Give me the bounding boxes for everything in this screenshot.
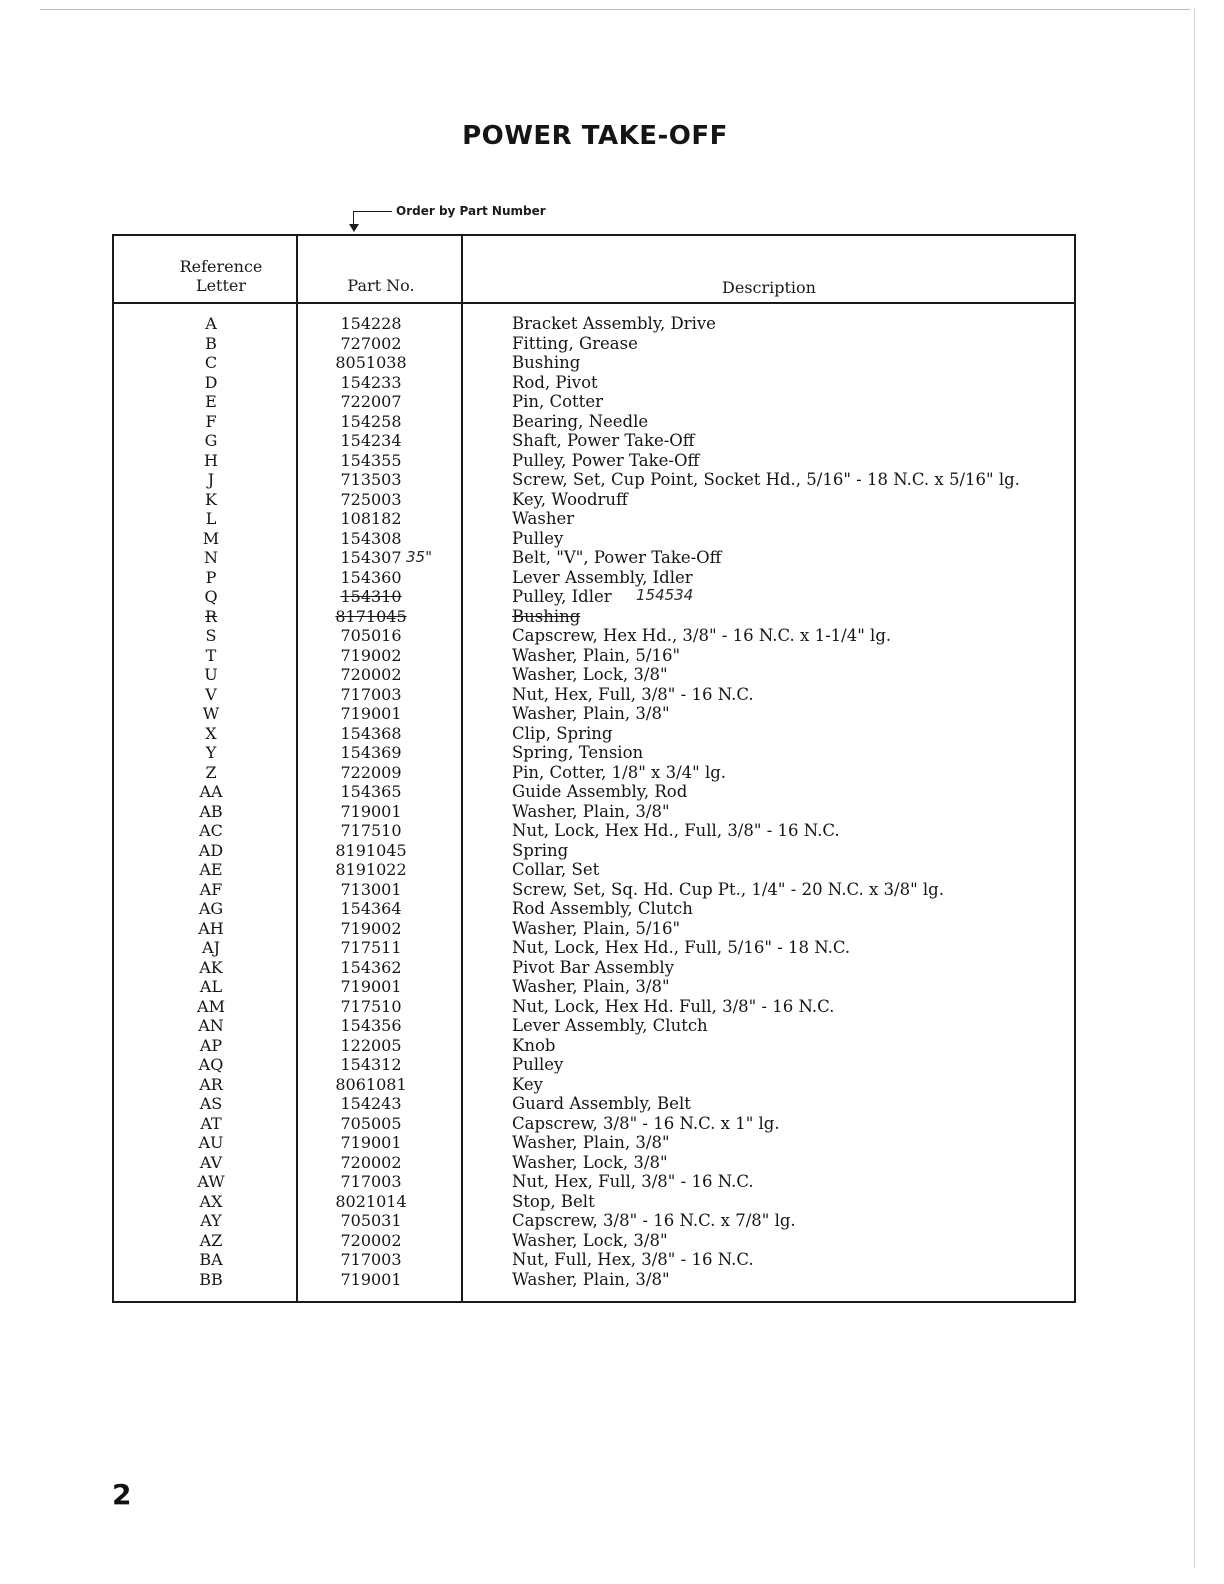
description-cell: Lever Assembly, Clutch — [512, 1016, 708, 1035]
description-cell: Rod Assembly, Clutch — [512, 899, 693, 918]
description-cell: Belt, "V", Power Take-Off — [512, 548, 722, 567]
reference-letter-cell: AA — [199, 782, 223, 801]
part-number-cell: 108182 — [340, 509, 402, 528]
description-cell: Pin, Cotter, 1/8" x 3/4" lg. — [512, 762, 727, 782]
part-number-cell: 154362 — [340, 957, 402, 977]
reference-letter-cell: R — [204, 606, 218, 626]
table-row — [0, 451, 1224, 471]
table-row — [0, 548, 1224, 568]
table-row — [0, 1250, 1224, 1270]
part-number-cell: 154307 — [340, 548, 402, 567]
part-number-cell: 722007 — [340, 392, 402, 411]
part-number-cell: 154356 — [340, 1016, 402, 1035]
description-cell: Key — [512, 1074, 543, 1094]
description-cell: Guard Assembly, Belt — [512, 1094, 691, 1113]
handwritten-belt-length: 35" — [406, 548, 432, 566]
reference-letter-cell: AN — [198, 1016, 224, 1035]
part-number-cell: 719001 — [340, 801, 402, 821]
part-number-cell: 154310 — [340, 587, 402, 606]
table-row — [0, 1153, 1224, 1173]
table-row — [0, 1133, 1224, 1153]
table-row — [0, 412, 1224, 432]
description-cell: Nut, Hex, Full, 3/8" - 16 N.C. — [512, 1172, 754, 1191]
description-cell: Spring, Tension — [512, 743, 644, 762]
description-cell: Screw, Set, Sq. Hd. Cup Pt., 1/4" - 20 N.C. x 3/8" lg. — [512, 879, 944, 899]
reference-letter-cell: K — [205, 489, 217, 509]
description-cell: Clip, Spring — [512, 723, 613, 743]
description-cell: Nut, Hex, Full, 3/8" - 16 N.C. — [512, 684, 754, 704]
part-number-cell: 154258 — [340, 411, 402, 431]
table-row — [0, 529, 1224, 549]
part-number-cell: 122005 — [340, 1035, 402, 1055]
reference-letter-cell: AU — [198, 1133, 224, 1152]
description-cell: Pin, Cotter — [512, 392, 603, 411]
reference-letter-cell: AG — [198, 899, 224, 918]
reference-letter-cell: AE — [199, 860, 223, 879]
description-cell: Collar, Set — [512, 860, 600, 879]
table-row — [0, 763, 1224, 783]
part-number-cell: 8171045 — [335, 606, 407, 626]
table-row — [0, 1114, 1224, 1134]
down-arrow-icon — [349, 224, 359, 232]
page-number: 2 — [112, 1478, 132, 1511]
part-number-cell: 705016 — [340, 626, 402, 645]
handwritten-idler-part: 154534 — [636, 586, 694, 604]
reference-letter-cell: AQ — [198, 1055, 224, 1074]
header-part-no: Part No. — [347, 276, 415, 295]
part-number-cell: 719001 — [340, 1133, 402, 1152]
table-row — [0, 802, 1224, 822]
table-row — [0, 1055, 1224, 1075]
header-rule — [112, 302, 1076, 304]
table-row — [0, 1016, 1224, 1036]
table-row — [0, 841, 1224, 861]
table-row — [0, 373, 1224, 393]
description-cell: Key, Woodruff — [512, 489, 628, 509]
description-cell: Lever Assembly, Idler — [512, 567, 693, 587]
table-row — [0, 977, 1224, 997]
table-row — [0, 919, 1224, 939]
table-row — [0, 568, 1224, 588]
table-row — [0, 704, 1224, 724]
table-row — [0, 607, 1224, 627]
part-number-cell: 154368 — [340, 723, 402, 743]
reference-letter-cell: AX — [199, 1191, 223, 1211]
reference-letter-cell: Q — [204, 587, 218, 606]
part-number-cell: 713001 — [340, 879, 402, 899]
description-cell: Washer, Plain, 5/16" — [512, 645, 681, 665]
part-number-cell: 8061081 — [335, 1074, 407, 1094]
table-row — [0, 1094, 1224, 1114]
description-cell: Washer, Plain, 3/8" — [512, 977, 670, 996]
reference-letter-cell: C — [204, 353, 218, 372]
description-cell: Bushing — [512, 353, 581, 372]
part-number-cell: 720002 — [340, 1230, 402, 1250]
reference-letter-cell: AS — [199, 1094, 223, 1113]
description-cell: Shaft, Power Take-Off — [512, 431, 695, 450]
reference-letter-cell: Z — [205, 762, 217, 782]
part-number-cell: 719001 — [340, 1269, 402, 1289]
description-cell: Washer, Plain, 3/8" — [512, 1269, 670, 1289]
part-number-cell: 154365 — [340, 782, 402, 801]
reference-letter-cell: B — [205, 333, 217, 353]
table-row — [0, 1192, 1224, 1212]
reference-letter-cell: BB — [199, 1269, 223, 1289]
part-number-cell: 719002 — [340, 645, 402, 665]
header-reference-letter: Reference Letter — [179, 257, 263, 295]
part-number-cell: 8191022 — [335, 860, 407, 879]
part-number-cell: 154360 — [340, 567, 402, 587]
table-row — [0, 685, 1224, 705]
reference-letter-cell: E — [205, 392, 217, 411]
table-row — [0, 958, 1224, 978]
part-number-cell: 720002 — [340, 1152, 402, 1172]
description-cell: Fitting, Grease — [512, 333, 638, 353]
description-cell: Pivot Bar Assembly — [512, 957, 675, 977]
part-number-cell: 720002 — [340, 665, 402, 684]
description-cell: Screw, Set, Cup Point, Socket Hd., 5/16" - 18 N.C. x 5/16" lg. — [512, 470, 1020, 489]
reference-letter-cell: AL — [199, 977, 223, 996]
part-number-cell: 8021014 — [335, 1191, 407, 1211]
part-number-cell: 8191045 — [335, 840, 407, 860]
table-row — [0, 431, 1224, 451]
reference-letter-cell: W — [202, 704, 220, 723]
reference-letter-cell: H — [204, 450, 218, 470]
part-number-cell: 717003 — [340, 1250, 402, 1269]
page-title: POWER TAKE-OFF — [462, 121, 728, 151]
table-row — [0, 724, 1224, 744]
table-row — [0, 997, 1224, 1017]
description-cell: Washer, Plain, 3/8" — [512, 704, 670, 723]
description-cell: Bracket Assembly, Drive — [512, 314, 716, 333]
table-row — [0, 665, 1224, 685]
table-row — [0, 782, 1224, 802]
description-cell: Pulley — [512, 1055, 564, 1074]
table-row — [0, 860, 1224, 880]
reference-letter-cell: AV — [199, 1152, 223, 1172]
order-note: Order by Part Number — [396, 204, 546, 218]
table-row — [0, 392, 1224, 412]
description-cell: Nut, Lock, Hex Hd., Full, 3/8" - 16 N.C. — [512, 821, 840, 840]
description-cell: Guide Assembly, Rod — [512, 782, 688, 801]
reference-letter-cell: V — [205, 684, 217, 704]
description-cell: Knob — [512, 1035, 556, 1055]
description-cell: Capscrew, 3/8" - 16 N.C. x 7/8" lg. — [512, 1211, 796, 1230]
description-cell: Washer, Lock, 3/8" — [512, 1152, 668, 1172]
table-row — [0, 490, 1224, 510]
description-cell: Rod, Pivot — [512, 372, 598, 392]
part-number-cell: 719001 — [340, 977, 402, 996]
reference-letter-cell: G — [204, 431, 218, 450]
part-number-cell: 154364 — [340, 899, 402, 918]
description-cell: Nut, Lock, Hex Hd. Full, 3/8" - 16 N.C. — [512, 996, 835, 1016]
order-note-arrow-line — [354, 211, 392, 212]
part-number-cell: 719001 — [340, 704, 402, 723]
part-number-cell: 717510 — [340, 821, 402, 840]
table-row — [0, 1036, 1224, 1056]
reference-letter-cell: F — [205, 411, 217, 431]
part-number-cell: 722009 — [340, 762, 402, 782]
reference-letter-cell: M — [202, 528, 220, 548]
reference-letter-cell: A — [205, 314, 217, 333]
reference-letter-cell: T — [205, 645, 217, 665]
reference-letter-cell: U — [204, 665, 218, 684]
table-row — [0, 314, 1224, 334]
table-row — [0, 899, 1224, 919]
page-edge-top — [40, 9, 1190, 10]
table-row — [0, 1270, 1224, 1290]
reference-letter-cell: AH — [198, 918, 224, 938]
description-cell: Pulley, Idler — [512, 587, 612, 606]
part-number-cell: 717003 — [340, 1172, 402, 1191]
part-number-cell: 154355 — [340, 450, 402, 470]
table-row — [0, 821, 1224, 841]
part-number-cell: 719002 — [340, 918, 402, 938]
part-number-cell: 154369 — [340, 743, 402, 762]
table-row — [0, 470, 1224, 490]
part-number-cell: 154228 — [340, 314, 402, 333]
part-number-cell: 8051038 — [335, 353, 407, 372]
reference-letter-cell: P — [205, 567, 217, 587]
part-number-cell: 154234 — [340, 431, 402, 450]
part-number-cell: 705005 — [340, 1113, 402, 1133]
reference-letter-cell: AB — [199, 801, 223, 821]
part-number-cell: 717003 — [340, 684, 402, 704]
table-row — [0, 880, 1224, 900]
description-cell: Nut, Full, Hex, 3/8" - 16 N.C. — [512, 1250, 754, 1269]
part-number-cell: 727002 — [340, 333, 402, 353]
reference-letter-cell: AD — [198, 840, 224, 860]
part-number-cell: 154312 — [340, 1055, 402, 1074]
table-row — [0, 938, 1224, 958]
table-row — [0, 1211, 1224, 1231]
table-row — [0, 1075, 1224, 1095]
description-cell: Washer — [512, 509, 575, 528]
table-row — [0, 334, 1224, 354]
description-cell: Capscrew, 3/8" - 16 N.C. x 1" lg. — [512, 1113, 780, 1133]
description-cell: Washer, Plain, 3/8" — [512, 1133, 670, 1152]
table-row — [0, 587, 1224, 607]
part-number-cell: 725003 — [340, 489, 402, 509]
reference-letter-cell: AR — [199, 1074, 223, 1094]
part-number-cell: 705031 — [340, 1211, 402, 1230]
table-row — [0, 1172, 1224, 1192]
reference-letter-cell: D — [204, 372, 218, 392]
description-cell: Capscrew, Hex Hd., 3/8" - 16 N.C. x 1-1/4" lg. — [512, 626, 892, 645]
description-cell: Washer, Lock, 3/8" — [512, 1230, 668, 1250]
reference-letter-cell: S — [205, 626, 217, 645]
reference-letter-cell: AC — [199, 821, 223, 840]
reference-letter-cell: AW — [197, 1172, 225, 1191]
description-cell: Pulley — [512, 528, 564, 548]
header-description: Description — [722, 278, 816, 297]
reference-letter-cell: AK — [199, 957, 223, 977]
table-row — [0, 1231, 1224, 1251]
description-cell: Bearing, Needle — [512, 411, 649, 431]
part-number-cell: 154233 — [340, 372, 402, 392]
description-cell: Washer, Lock, 3/8" — [512, 665, 668, 684]
part-number-cell: 713503 — [340, 470, 402, 489]
reference-letter-cell: AP — [199, 1035, 223, 1055]
description-cell: Washer, Plain, 3/8" — [512, 801, 670, 821]
reference-letter-cell: X — [205, 723, 217, 743]
table-row — [0, 646, 1224, 666]
description-cell: Stop, Belt — [512, 1191, 595, 1211]
description-cell: Bushing — [512, 606, 581, 626]
part-number-cell: 717511 — [340, 938, 402, 957]
reference-letter-cell: N — [204, 548, 218, 567]
reference-letter-cell: L — [205, 509, 217, 528]
description-cell: Washer, Plain, 5/16" — [512, 918, 681, 938]
table-row — [0, 743, 1224, 763]
part-number-cell: 717510 — [340, 996, 402, 1016]
table-row — [0, 509, 1224, 529]
reference-letter-cell: AT — [200, 1113, 222, 1133]
description-cell: Nut, Lock, Hex Hd., Full, 5/16" - 18 N.C. — [512, 938, 851, 957]
table-body — [0, 314, 1224, 1289]
description-cell: Spring — [512, 840, 569, 860]
reference-letter-cell: AY — [200, 1211, 222, 1230]
reference-letter-cell: BA — [199, 1250, 223, 1269]
description-cell: Pulley, Power Take-Off — [512, 450, 700, 470]
reference-letter-cell: AJ — [202, 938, 220, 957]
table-row — [0, 626, 1224, 646]
part-number-cell: 154308 — [340, 528, 402, 548]
reference-letter-cell: AF — [199, 879, 223, 899]
reference-letter-cell: J — [207, 470, 215, 489]
reference-letter-cell: Y — [205, 743, 217, 762]
reference-letter-cell: AM — [197, 996, 225, 1016]
reference-letter-cell: AZ — [199, 1230, 223, 1250]
part-number-cell: 154243 — [340, 1094, 402, 1113]
table-row — [0, 353, 1224, 373]
